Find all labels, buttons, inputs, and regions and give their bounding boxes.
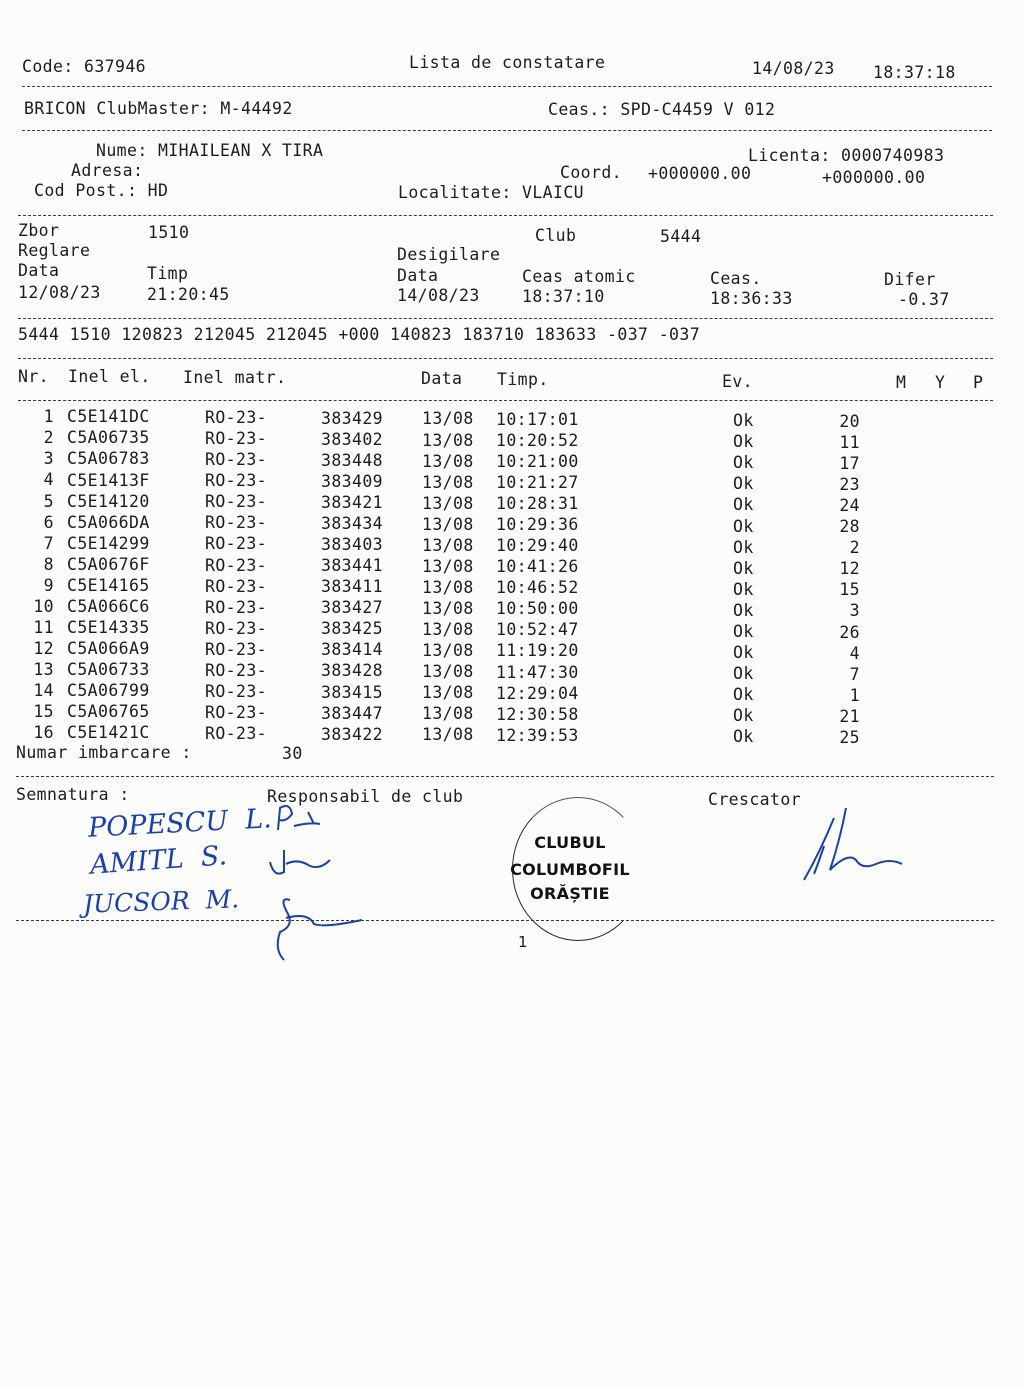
handwritten-name-1: POPESCU L. xyxy=(87,803,273,844)
table-row xyxy=(0,702,1024,726)
rank-value: 24 xyxy=(839,496,860,516)
boarding-count-label: Numar imbarcare : xyxy=(16,743,192,762)
ring-number: 383434 xyxy=(321,514,384,534)
electronic-ring: C5A066C6 xyxy=(67,596,150,616)
arrival-time: 11:19:20 xyxy=(496,641,579,661)
arrival-date: 13/08 xyxy=(422,704,474,724)
col-header-p: P xyxy=(973,373,984,392)
arrival-date: 13/08 xyxy=(422,409,474,429)
table-row xyxy=(0,407,1024,432)
rank-value: 20 xyxy=(839,412,860,432)
table-row xyxy=(0,533,1024,558)
table-row xyxy=(0,491,1024,516)
electronic-ring: C5E14120 xyxy=(67,491,150,511)
ring-prefix: RO-23- xyxy=(205,597,268,617)
clock-id: Ceas.: SPD-C4459 V 012 xyxy=(548,100,776,119)
ring-prefix: RO-23- xyxy=(205,555,268,575)
event-status: Ok xyxy=(733,663,754,683)
table-row xyxy=(0,428,1024,453)
reglare-time-label: Timp xyxy=(147,264,189,283)
ring-number: 383421 xyxy=(321,493,384,513)
event-status: Ok xyxy=(733,432,754,452)
document-code: Code: 637946 xyxy=(22,57,147,76)
club-label: Club xyxy=(535,226,577,245)
row-number: 12 xyxy=(33,638,54,658)
table-row xyxy=(0,723,1024,747)
row-number: 13 xyxy=(33,659,54,679)
ring-number: 383415 xyxy=(321,682,384,702)
arrival-date: 13/08 xyxy=(422,535,474,555)
ring-number: 383448 xyxy=(321,450,384,470)
event-status: Ok xyxy=(733,727,754,747)
rank-value: 12 xyxy=(839,559,860,579)
stamp-text-3: ORĂȘTIE xyxy=(530,884,610,903)
ring-prefix: RO-23- xyxy=(205,408,268,428)
arrival-time: 10:52:47 xyxy=(496,620,579,640)
arrival-time: 12:29:04 xyxy=(496,683,579,703)
table-row xyxy=(0,470,1024,495)
rank-value: 4 xyxy=(849,643,860,663)
atomic-clock-time: 18:37:10 xyxy=(522,287,605,306)
rank-value: 1 xyxy=(849,685,860,705)
coord-label: Coord. xyxy=(560,163,623,182)
page-number: 1 xyxy=(518,933,528,951)
ring-prefix: RO-23- xyxy=(205,450,268,470)
table-row xyxy=(0,617,1024,642)
address-label: Adresa: xyxy=(71,161,144,180)
license-number: Licenta: 0000740983 xyxy=(748,146,945,165)
rank-value: 7 xyxy=(849,664,860,684)
ring-number: 383403 xyxy=(321,535,384,555)
arrival-date: 13/08 xyxy=(422,430,474,450)
row-number: 5 xyxy=(43,491,54,511)
boarding-count-value: 30 xyxy=(282,744,303,763)
coord-value-2: +000000.00 xyxy=(822,168,926,187)
col-header-data: Data xyxy=(421,369,463,388)
arrival-time: 10:50:00 xyxy=(496,599,579,619)
arrival-date: 13/08 xyxy=(422,472,474,492)
ring-number: 383422 xyxy=(321,724,384,744)
arrival-date: 13/08 xyxy=(422,451,474,471)
arrival-time: 12:39:53 xyxy=(496,725,579,745)
arrival-date: 13/08 xyxy=(422,662,474,682)
event-status: Ok xyxy=(733,453,754,473)
arrival-date: 13/08 xyxy=(422,683,474,703)
arrival-date: 13/08 xyxy=(422,641,474,661)
print-time: 18:37:18 xyxy=(873,63,956,82)
ring-number: 383411 xyxy=(321,577,384,597)
event-status: Ok xyxy=(733,705,754,725)
event-status: Ok xyxy=(733,558,754,578)
arrival-time: 10:20:52 xyxy=(496,430,579,450)
clock-time: 18:36:33 xyxy=(710,289,793,308)
rank-value: 2 xyxy=(849,538,860,558)
divider xyxy=(18,215,993,216)
ring-prefix: RO-23- xyxy=(205,471,268,491)
rank-value: 3 xyxy=(849,601,860,621)
club-number: 5444 xyxy=(660,227,702,246)
document-title: Lista de constatare xyxy=(409,53,606,72)
reglare-date: 12/08/23 xyxy=(18,283,101,302)
divider xyxy=(18,358,993,359)
event-status: Ok xyxy=(733,600,754,620)
arrival-date: 13/08 xyxy=(422,598,474,618)
club-responsible-label: Responsabil de club xyxy=(267,787,464,806)
flight-code-line: 5444 1510 120823 212045 212045 +000 140823 183710 183633 -037 -037 xyxy=(18,325,701,344)
table-row xyxy=(0,554,1024,579)
ring-number: 383402 xyxy=(321,429,384,449)
arrival-time: 10:17:01 xyxy=(496,409,579,429)
divider xyxy=(18,400,993,401)
handwritten-name-3: JUCSOR M. xyxy=(82,884,240,919)
rank-value: 23 xyxy=(839,475,860,495)
ring-prefix: RO-23- xyxy=(205,723,268,743)
col-header-inel-el: Inel el. xyxy=(68,367,151,386)
owner-name: Nume: MIHAILEAN X TIRA xyxy=(96,141,324,160)
electronic-ring: C5A06733 xyxy=(67,659,150,679)
stamp-text-2: COLUMBOFIL xyxy=(510,860,630,879)
ring-prefix: RO-23- xyxy=(205,639,268,659)
row-number: 14 xyxy=(33,680,54,700)
atomic-clock-label: Ceas atomic xyxy=(522,267,636,286)
ring-prefix: RO-23- xyxy=(205,513,268,533)
rank-value: 26 xyxy=(839,622,860,642)
electronic-ring: C5E1421C xyxy=(67,723,150,743)
row-number: 11 xyxy=(33,617,54,637)
clock-label: Ceas. xyxy=(710,269,762,288)
desigilare-label: Desigilare xyxy=(397,245,501,264)
divider xyxy=(22,86,992,87)
table-row xyxy=(0,596,1024,621)
reglare-time: 21:20:45 xyxy=(147,285,230,304)
row-number: 3 xyxy=(43,449,54,469)
col-header-ev: Ev. xyxy=(722,372,754,391)
row-number: 7 xyxy=(43,533,54,553)
divider xyxy=(18,318,993,319)
electronic-ring: C5E141DC xyxy=(67,407,150,427)
arrival-time: 10:29:40 xyxy=(496,536,579,556)
reglare-date-label: Data xyxy=(18,261,60,280)
arrival-time: 10:41:26 xyxy=(496,557,579,577)
rank-value: 11 xyxy=(839,433,860,453)
electronic-ring: C5A06799 xyxy=(67,681,150,701)
col-header-m: M xyxy=(896,373,907,392)
table-row xyxy=(0,638,1024,663)
arrival-time: 10:21:00 xyxy=(496,452,579,471)
electronic-ring: C5E14335 xyxy=(67,617,150,637)
table-row xyxy=(0,659,1024,684)
handwritten-name-2: AMITL S. xyxy=(89,840,228,881)
arrival-time: 10:46:52 xyxy=(496,578,579,598)
ring-number: 383409 xyxy=(321,472,384,492)
flight-number: 1510 xyxy=(148,223,190,242)
event-status: Ok xyxy=(733,537,754,557)
electronic-ring: C5E1413F xyxy=(67,470,150,490)
event-status: Ok xyxy=(733,474,754,494)
ring-prefix: RO-23- xyxy=(205,618,268,638)
col-header-nr: Nr. xyxy=(18,367,50,386)
desig-date-label: Data xyxy=(397,266,439,285)
row-number: 15 xyxy=(33,702,54,721)
event-status: Ok xyxy=(733,621,754,641)
row-number: 9 xyxy=(43,575,54,595)
difference-value: -0.37 xyxy=(898,290,950,309)
signature-marks-left xyxy=(250,800,380,970)
event-status: Ok xyxy=(733,684,754,704)
coord-value-1: +000000.00 xyxy=(648,164,752,183)
ring-number: 383429 xyxy=(321,408,384,428)
table-row xyxy=(0,575,1024,600)
postal-code: Cod Post.: HD xyxy=(34,181,169,200)
event-status: Ok xyxy=(733,579,754,599)
table-row xyxy=(0,512,1024,537)
breeder-signature xyxy=(790,800,920,890)
electronic-ring: C5E14165 xyxy=(67,575,150,595)
ring-number: 383428 xyxy=(321,661,384,681)
clubmaster-id: BRICON ClubMaster: M-44492 xyxy=(24,99,293,118)
ring-prefix: RO-23- xyxy=(205,534,268,554)
arrival-date: 13/08 xyxy=(422,619,474,639)
row-number: 6 xyxy=(43,512,54,532)
ring-prefix: RO-23- xyxy=(205,660,268,680)
rank-value: 25 xyxy=(839,727,860,747)
signature-label: Semnatura : xyxy=(16,785,130,804)
electronic-ring: C5A066A9 xyxy=(67,638,150,658)
row-number: 16 xyxy=(33,723,54,743)
rank-value: 28 xyxy=(839,517,860,537)
ring-number: 383427 xyxy=(321,598,384,618)
arrival-date: 13/08 xyxy=(422,514,474,534)
rank-value: 21 xyxy=(839,706,860,726)
arrival-date: 13/08 xyxy=(422,493,474,513)
breeder-label: Crescator xyxy=(708,790,802,809)
ring-number: 383414 xyxy=(321,640,384,660)
arrival-date: 13/08 xyxy=(422,577,474,597)
desig-date: 14/08/23 xyxy=(397,286,480,305)
ring-prefix: RO-23- xyxy=(205,702,268,722)
arrival-time: 12:30:58 xyxy=(496,704,579,724)
ring-number: 383447 xyxy=(321,703,384,723)
event-status: Ok xyxy=(733,642,754,662)
ring-prefix: RO-23- xyxy=(205,429,268,449)
rank-value: 17 xyxy=(839,454,860,474)
electronic-ring: C5E14299 xyxy=(67,533,150,553)
flight-label: Zbor xyxy=(18,221,60,240)
divider xyxy=(16,776,994,777)
event-status: Ok xyxy=(733,516,754,536)
event-status: Ok xyxy=(733,495,754,515)
electronic-ring: C5A06735 xyxy=(67,428,150,448)
arrival-date: 13/08 xyxy=(422,556,474,576)
print-date: 14/08/23 xyxy=(752,59,835,78)
reglare-label: Reglare xyxy=(18,241,91,260)
arrival-time: 11:47:30 xyxy=(496,662,579,682)
table-row xyxy=(0,449,1024,474)
table-row xyxy=(0,680,1024,705)
event-status: Ok xyxy=(733,411,754,431)
electronic-ring: C5A0676F xyxy=(67,554,150,574)
ring-number: 383425 xyxy=(321,619,384,639)
rank-value: 15 xyxy=(839,580,860,600)
row-number: 1 xyxy=(43,407,54,427)
divider xyxy=(16,920,994,921)
arrival-time: 10:28:31 xyxy=(496,494,579,514)
locality: Localitate: VLAICU xyxy=(398,183,585,202)
row-number: 10 xyxy=(33,596,54,616)
electronic-ring: C5A06783 xyxy=(67,449,150,469)
electronic-ring: C5A066DA xyxy=(67,512,150,532)
col-header-inel-matr: Inel matr. xyxy=(183,368,287,387)
electronic-ring: C5A06765 xyxy=(67,702,150,722)
row-number: 8 xyxy=(43,554,54,574)
ring-prefix: RO-23- xyxy=(205,492,268,512)
arrival-time: 10:29:36 xyxy=(496,515,579,535)
ring-prefix: RO-23- xyxy=(205,681,268,701)
stamp-text-1: CLUBUL xyxy=(534,833,606,852)
arrival-date: 13/08 xyxy=(422,725,474,745)
difference-label: Difer xyxy=(884,270,936,289)
ring-prefix: RO-23- xyxy=(205,576,268,596)
divider xyxy=(22,130,992,131)
row-number: 4 xyxy=(43,470,54,490)
row-number: 2 xyxy=(43,428,54,448)
col-header-y: Y xyxy=(935,373,946,392)
ring-number: 383441 xyxy=(321,556,384,576)
col-header-timp: Timp. xyxy=(497,370,549,389)
arrival-time: 10:21:27 xyxy=(496,473,579,493)
